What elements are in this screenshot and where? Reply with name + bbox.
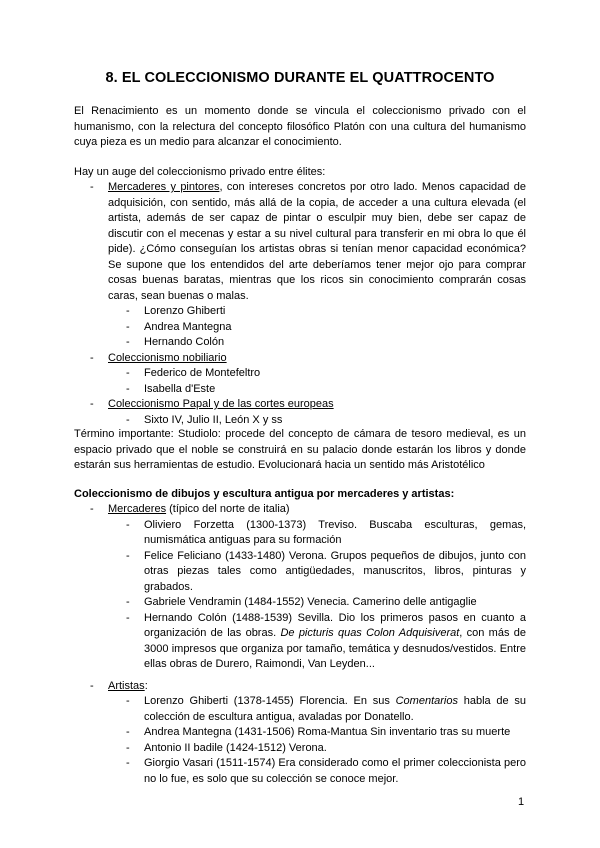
item-text: Andrea Mantegna: [144, 320, 232, 333]
item-italic-title: Comentarios: [395, 695, 458, 707]
bullet-dash: -: [126, 741, 130, 754]
list-item: [126, 320, 526, 336]
bullet-dash: -: [126, 305, 130, 317]
list-item: [126, 725, 526, 741]
item-text: Lorenzo Ghiberti (1378-1455) Florencia. En sus: [144, 695, 396, 707]
list-item: [126, 549, 526, 596]
list-item: [126, 304, 526, 320]
auge-line: Hay un auge del coleccionismo privado entre élites:: [74, 166, 326, 178]
item-text: Andrea Mantegna (1431-1506) Roma-Mantua Sin inventario tras su muerte: [144, 726, 511, 738]
item-label: Coleccionismo Papal y de las cortes europeas: [108, 398, 334, 410]
bullet-dash: -: [126, 757, 130, 769]
bullet-dash: -: [90, 679, 94, 692]
item-note: :: [144, 679, 148, 692]
list-item: [126, 413, 526, 429]
list-item: [126, 335, 526, 351]
studiolo-paragraph: Término importante: Studiolo: procede del concepto de cámara de tesoro medieval, es un espacio privado que el noble se construirá en su palacio donde estarán los libros y donde estarán sus herramientas de estudio. Evolucionará hacia un sentido más Aristotélico: [74, 428, 526, 471]
list-item: [126, 518, 526, 549]
list-item: [126, 741, 526, 757]
bullet-dash: -: [126, 518, 130, 531]
list-item: [126, 366, 526, 382]
sublist: [108, 304, 526, 351]
bullet-dash: -: [90, 181, 94, 193]
page-number: 1: [518, 796, 525, 808]
item-text: Isabella d'Este: [144, 382, 216, 395]
item-text: Gabriele Vendramin (1484-1552) Venecia. Camerino delle antigaglie: [144, 596, 477, 608]
item-text: Felice Feliciano (1433-1480) Verona. Grupos pequeños de dibujos, junto con otras piezas tales como antigüedades, manuscritos, libros, pinturas y grabados.: [144, 549, 526, 593]
item-text: , con más de 3000 impresos que organiza por tamaño, temática y desnudos/vestidos. Entre ellas obras de Durero, Raimondi, Van Leyden...: [144, 627, 526, 670]
list-item: [126, 595, 526, 611]
bullet-dash: -: [90, 398, 94, 410]
item-text: Federico de Montefeltro: [144, 367, 261, 379]
item-text: habla de su colección de escultura antigua, avaladas por Donatello.: [144, 695, 527, 723]
intro-paragraph: El Renacimiento es un momento donde se vincula el coleccionismo privado con el humanismo, con la relectura del concepto filosófico Platón con una cultura del humanismo cuya pieza es un medio para alcanzar el conocimiento.: [74, 105, 526, 148]
bullet-dash: -: [126, 596, 130, 608]
list-item-mercaderes-pintores: [90, 180, 526, 351]
list-item-mercaderes: [90, 502, 526, 679]
list-item: [126, 382, 526, 398]
item-italic-title: De picturis quas Colon Adquisiverat: [280, 627, 460, 639]
section-heading: Coleccionismo de dibujos y escultura antigua por mercaderes y artistas:: [74, 488, 455, 500]
item-label: Mercaderes y pintores: [108, 181, 220, 193]
collectors-list: [90, 502, 527, 787]
list-item: [126, 694, 527, 725]
bullet-dash: -: [90, 503, 94, 515]
list-item-artistas: [90, 679, 527, 788]
item-text: Giorgio Vasari (1511-1574) Era considerado como el primer coleccionista pero no lo fue, es solo que su colección se conoce mejor.: [144, 757, 526, 785]
item-text: Sixto IV, Julio II, León X y ss: [144, 413, 283, 426]
page-title: 8. EL COLECCIONISMO DURANTE EL QUATTROCENTO: [105, 70, 495, 86]
item-text: Oliviero Forzetta (1300-1373) Treviso. Buscaba esculturas, gemas, numismática antiguas para su formación: [144, 518, 526, 546]
bullet-dash: -: [126, 549, 130, 562]
item-text: Lorenzo Ghiberti: [144, 305, 226, 317]
bullet-dash: -: [126, 367, 130, 379]
list-item-nobiliario: [90, 351, 526, 398]
item-label: Mercaderes: [108, 503, 167, 515]
item-text: Hernando Colón (1488-1539) Sevilla. Dio los primeros pasos en cuanto a organización de las obras.: [144, 611, 526, 639]
item-text: Antonio II badile (1424-1512) Verona.: [144, 741, 327, 754]
sublist: [108, 366, 526, 397]
bullet-dash: -: [126, 413, 130, 426]
item-note: (típico del norte de italia): [166, 503, 290, 515]
item-label: Coleccionismo nobiliario: [108, 351, 227, 364]
bullet-dash: -: [126, 320, 130, 333]
bullet-dash: -: [126, 726, 130, 738]
item-text: , con intereses concretos por otro lado. Menos capacidad de adquisición, con sentido, más allá de la copia, de acceder a una cultura elevada (el artista, además de ser capaz de pintar o esculpir muy bien, debe ser capaz de discutir con el mecenas y estar a su nivel cultural para transferir en mi obra lo que él pide). ¿Cómo conseguían los artistas obras si tenían menor capacidad económica? Se supone que los entendidos del arte deberíamos tener mejor ojo para comprar cosas buenas baratas, mientras que los ricos sin conocimiento comprarán cosas caras, sean buenas o malas.: [108, 181, 526, 302]
sublist: [108, 694, 526, 787]
item-label: Artistas: [108, 679, 145, 692]
sublist: [108, 413, 526, 429]
list-item: [126, 611, 526, 673]
list-item: [126, 756, 526, 787]
bullet-dash: -: [126, 382, 130, 395]
bullet-dash: -: [126, 611, 130, 624]
list-item-papal: [90, 397, 526, 428]
bullet-dash: -: [90, 351, 94, 364]
sublist: [108, 518, 526, 673]
elites-list: [90, 180, 526, 428]
bullet-dash: -: [126, 695, 130, 707]
bullet-dash: -: [126, 336, 130, 348]
item-text: Hernando Colón: [144, 336, 225, 348]
